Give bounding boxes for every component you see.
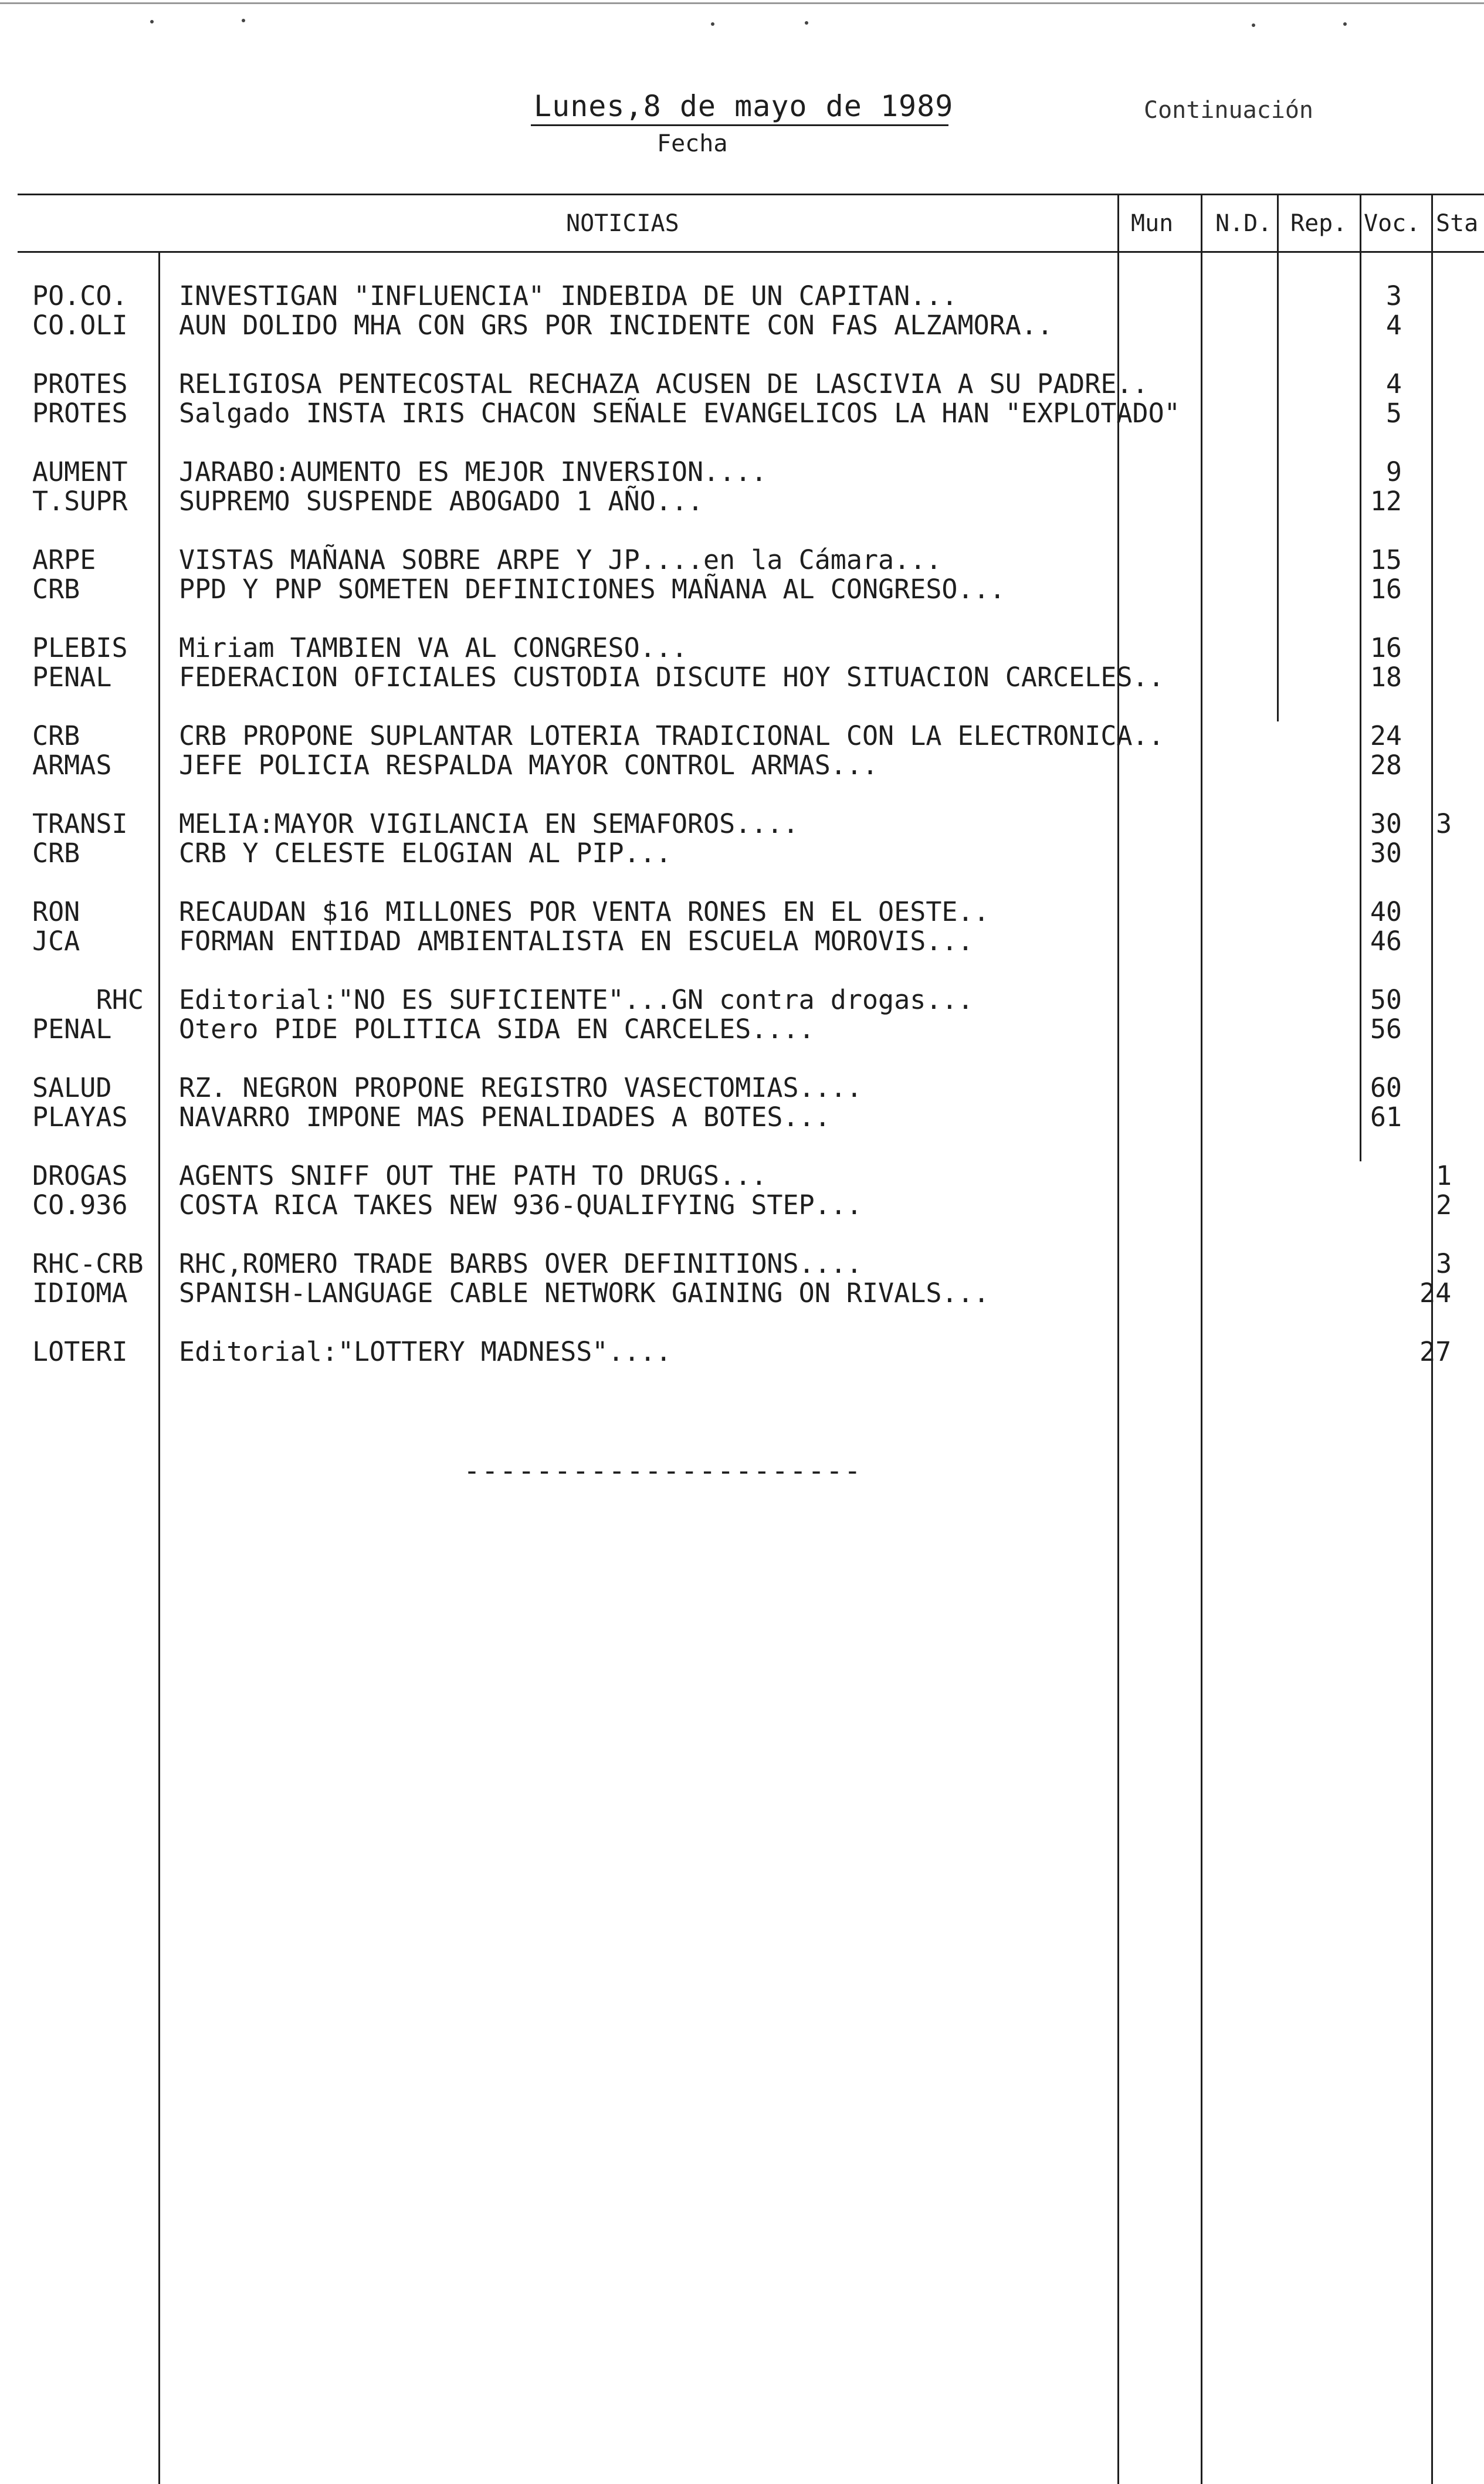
voc-page: 50 [1370, 984, 1402, 1015]
news-row [0, 1102, 1484, 1132]
news-row [0, 750, 1484, 780]
headline: SPANISH-LANGUAGE CABLE NETWORK GAINING ON RIVALS... [179, 1277, 990, 1309]
voc-page: 16 [1370, 632, 1402, 663]
section-code: RHC [96, 984, 144, 1015]
section-code: RON [32, 896, 80, 927]
voc-page: 60 [1370, 1072, 1402, 1103]
scan-speck [242, 19, 245, 22]
headline: FEDERACION OFICIALES CUSTODIA DISCUTE HOY SITUACION CARCELES.. [179, 662, 1164, 693]
news-row [0, 1014, 1484, 1044]
news-row [0, 632, 1484, 663]
scan-speck [805, 21, 808, 25]
section-code: CO.936 [32, 1190, 128, 1221]
news-row [0, 1190, 1484, 1220]
column-header-rep: Rep. [1290, 210, 1347, 237]
news-row [0, 662, 1484, 692]
section-code: CRB [32, 720, 80, 751]
news-row [0, 1277, 1484, 1308]
headline: JEFE POLICIA RESPALDA MAYOR CONTROL ARMAS... [179, 750, 879, 781]
voc-page: 16 [1370, 574, 1402, 605]
news-row [0, 808, 1484, 839]
section-code: PENAL [32, 662, 112, 693]
section-code: PLAYAS [32, 1102, 128, 1133]
table-header-rule [18, 251, 1484, 253]
section-code: DROGAS [32, 1160, 128, 1191]
section-code: LOTERI [32, 1336, 128, 1367]
news-row [0, 486, 1484, 516]
sta-page: 1 [1436, 1160, 1452, 1191]
headline: RECAUDAN $16 MILLONES POR VENTA RONES EN EL OESTE.. [179, 896, 990, 927]
voc-page: 30 [1370, 808, 1402, 839]
headline: Editorial:"NO ES SUFICIENTE"...GN contra drogas... [179, 984, 974, 1015]
voc-page: 3 [1385, 280, 1402, 311]
voc-page: 15 [1370, 544, 1402, 575]
headline: NAVARRO IMPONE MAS PENALIDADES A BOTES... [179, 1102, 831, 1133]
voc-page: 40 [1370, 896, 1402, 927]
voc-page: 5 [1385, 398, 1402, 429]
scan-speck [150, 20, 154, 23]
headline: INVESTIGAN "INFLUENCIA" INDEBIDA DE UN CAPITAN... [179, 280, 958, 311]
headline: RZ. NEGRON PROPONE REGISTRO VASECTOMIAS.... [179, 1072, 862, 1103]
fecha-label: Fecha [657, 130, 728, 157]
section-code: IDIOMA [32, 1277, 128, 1309]
headline: FORMAN ENTIDAD AMBIENTALISTA EN ESCUELA MOROVIS... [179, 926, 974, 957]
headline: Salgado INSTA IRIS CHACON SEÑALE EVANGELICOS LA HAN "EXPLOTADO" [179, 398, 1180, 429]
top-edge [0, 2, 1484, 4]
scan-speck [1343, 22, 1347, 26]
column-header-noticias: NOTICIAS [566, 210, 679, 237]
section-code: CO.OLI [32, 310, 128, 341]
voc-page: 30 [1370, 838, 1402, 869]
voc-page: 4 [1385, 310, 1402, 341]
headline: MELIA:MAYOR VIGILANCIA EN SEMAFOROS.... [179, 808, 799, 839]
section-code: TRANSI [32, 808, 128, 839]
continuation-label: Continuación [1144, 97, 1313, 124]
headline: RHC,ROMERO TRADE BARBS OVER DEFINITIONS.... [179, 1248, 862, 1279]
column-header-mun: Mun [1131, 210, 1174, 237]
headline: AGENTS SNIFF OUT THE PATH TO DRUGS... [179, 1160, 767, 1191]
headline: Editorial:"LOTTERY MADNESS".... [179, 1336, 672, 1367]
section-code: RHC-CRB [32, 1248, 144, 1279]
news-row [0, 896, 1484, 927]
column-header-voc: Voc. [1364, 210, 1421, 237]
sta-page: 27 [1419, 1336, 1452, 1367]
headline: PPD Y PNP SOMETEN DEFINICIONES MAÑANA AL CONGRESO... [179, 574, 1005, 605]
news-row [0, 984, 1484, 1015]
voc-page: 9 [1385, 456, 1402, 487]
news-row [0, 1160, 1484, 1191]
section-code: ARMAS [32, 750, 112, 781]
sta-page: 3 [1436, 1248, 1452, 1279]
sta-page: 24 [1419, 1277, 1452, 1309]
voc-page: 61 [1370, 1102, 1402, 1133]
news-row [0, 720, 1484, 751]
headline: COSTA RICA TAKES NEW 936-QUALIFYING STEP... [179, 1190, 862, 1221]
headline: RELIGIOSA PENTECOSTAL RECHAZA ACUSEN DE LASCIVIA A SU PADRE.. [179, 368, 1148, 399]
voc-page: 56 [1370, 1014, 1402, 1045]
headline: VISTAS MAÑANA SOBRE ARPE Y JP....en la Cámara... [179, 544, 942, 575]
news-row [0, 456, 1484, 487]
headline: Otero PIDE POLITICA SIDA EN CARCELES.... [179, 1014, 815, 1045]
news-row [0, 1248, 1484, 1279]
voc-page: 12 [1370, 486, 1402, 517]
section-code: SALUD [32, 1072, 112, 1103]
section-code: JCA [32, 926, 80, 957]
voc-page: 28 [1370, 750, 1402, 781]
section-code: CRB [32, 838, 80, 869]
news-row [0, 280, 1484, 311]
sta-page: 2 [1436, 1190, 1452, 1221]
news-row [0, 398, 1484, 428]
section-code: T.SUPR [32, 486, 128, 517]
section-code: PO.CO. [32, 280, 128, 311]
voc-page: 4 [1385, 368, 1402, 399]
news-row [0, 838, 1484, 868]
news-row [0, 1336, 1484, 1367]
voc-page: 46 [1370, 926, 1402, 957]
headline: AUN DOLIDO MHA CON GRS POR INCIDENTE CON FAS ALZAMORA.. [179, 310, 1053, 341]
scan-speck [711, 22, 714, 26]
voc-page: 24 [1370, 720, 1402, 751]
section-code: PROTES [32, 368, 128, 399]
news-row [0, 926, 1484, 956]
scan-speck [1252, 23, 1255, 27]
sta-page: 3 [1436, 808, 1452, 839]
news-row [0, 310, 1484, 340]
section-code: AUMENT [32, 456, 128, 487]
section-code: CRB [32, 574, 80, 605]
news-row [0, 574, 1484, 604]
date-underline [531, 124, 948, 126]
column-header-sta: Sta [1436, 210, 1479, 237]
section-code: PENAL [32, 1014, 112, 1045]
headline: JARABO:AUMENTO ES MEJOR INVERSION.... [179, 456, 767, 487]
news-row [0, 544, 1484, 575]
end-of-list-dashes: ---------------------- [463, 1455, 862, 1487]
headline: CRB PROPONE SUPLANTAR LOTERIA TRADICIONAL CON LA ELECTRONICA.. [179, 720, 1164, 751]
headline: Miriam TAMBIEN VA AL CONGRESO... [179, 632, 687, 663]
news-row [0, 368, 1484, 399]
section-code: PROTES [32, 398, 128, 429]
section-code: ARPE [32, 544, 96, 575]
headline: CRB Y CELESTE ELOGIAN AL PIP... [179, 838, 672, 869]
report-date: Lunes,8 de mayo de 1989 [534, 89, 954, 123]
section-code: PLEBIS [32, 632, 128, 663]
news-row [0, 1072, 1484, 1103]
voc-page: 18 [1370, 662, 1402, 693]
column-header-nd: N.D. [1215, 210, 1272, 237]
table-top-rule [18, 194, 1484, 195]
headline: SUPREMO SUSPENDE ABOGADO 1 AÑO... [179, 486, 704, 517]
